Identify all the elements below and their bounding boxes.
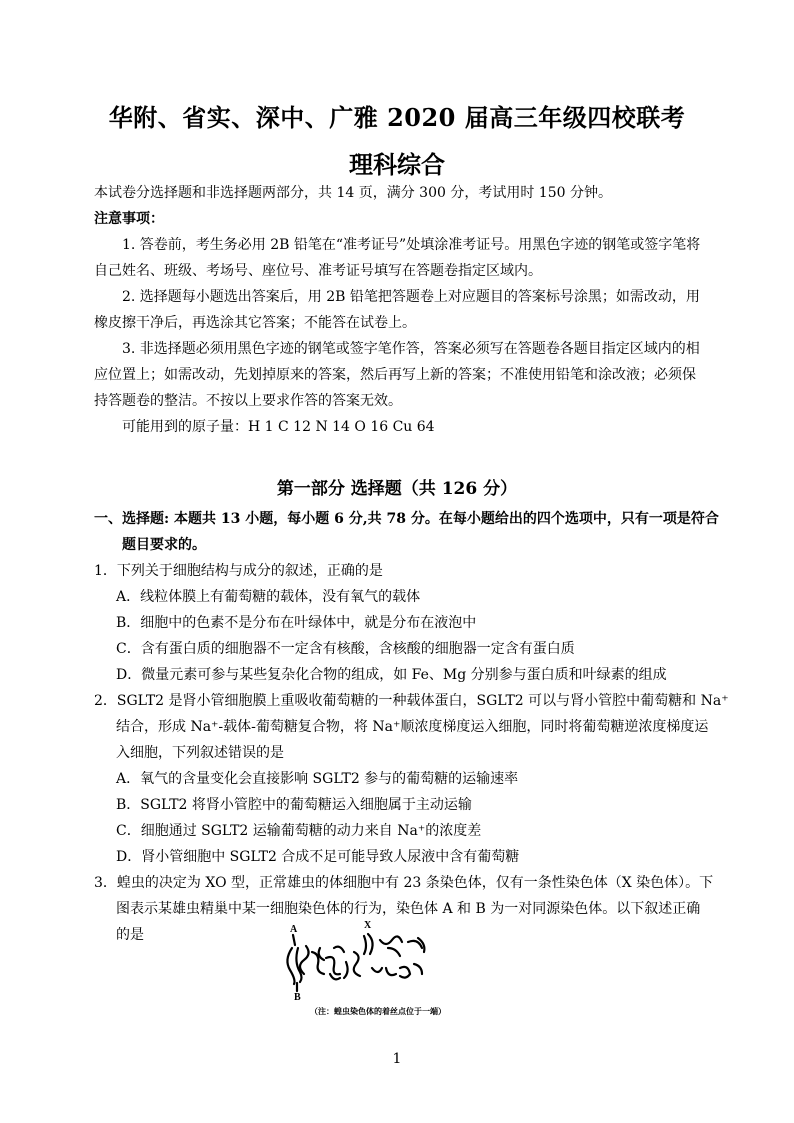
atomic-mass-line: 可能用到的原子量：H 1 C 12 N 14 O 16 Cu 64 — [122, 419, 435, 435]
notice-heading: 注意事项： — [94, 211, 164, 227]
question-1-stem: 1．下列关于细胞结构与成分的叙述，正确的是 — [94, 563, 383, 579]
chromosome-figure — [268, 918, 488, 1018]
notice-line: 1. 答卷前，考生务必用 2B 铅笔在“准考证号”处填涂准考证号。用黑色字迹的钢笔或签字笔将 — [122, 237, 701, 253]
notice-line: 应位置上；如需改动，先划掉原来的答案，然后再写上新的答案；不准使用铅笔和涂改液；必须保 — [94, 367, 696, 383]
notice-line: 持答题卷的整洁。不按以上要求作答的答案无效。 — [94, 393, 402, 409]
page-number: 1 — [392, 1051, 402, 1067]
question-2-stem: 入细胞，下列叙述错误的是 — [116, 745, 284, 761]
part-heading: 第一部分 选择题（共 126 分） — [276, 479, 518, 499]
question-2-option-c: C．细胞通过 SGLT2 运输葡萄糖的动力来自 Na⁺的浓度差 — [116, 823, 482, 839]
notice-line: 自己姓名、班级、考场号、座位号、准考证号填写在答题卷指定区域内。 — [94, 263, 542, 279]
section-instruction-cont: 题目要求的。 — [122, 537, 206, 553]
chromosome-label-a: A — [290, 924, 298, 935]
figure-caption: （注：蝗虫染色体的着丝点位于一端） — [310, 1007, 446, 1016]
notice-line: 2. 选择题每小题选出答案后，用 2B 铅笔把答题卷上对应题目的答案标号涂黑；如需改动，用 — [122, 289, 700, 305]
question-2-stem: 2．SGLT2 是肾小管细胞膜上重吸收葡萄糖的一种载体蛋白，SGLT2 可以与肾小管腔中葡萄糖和 Na⁺ — [94, 693, 729, 709]
question-3-stem: 图表示某雄虫精巢中某一细胞染色体的行为，染色体 A 和 B 为一对同源染色体。以下叙述正确 — [116, 901, 701, 917]
section-instruction: 一、选择题: 本题共 13 小题，每小题 6 分,共 78 分。在每小题给出的四个选项中，只有一项是符合 — [94, 511, 719, 527]
notice-line: 3. 非选择题必须用黑色字迹的钢笔或签字笔作答，答案必须写在答题卷各题目指定区域内的相 — [122, 341, 700, 357]
exam-subtitle: 理科综合 — [349, 150, 445, 179]
question-2-stem: 结合，形成 Na⁺-载体-葡萄糖复合物，将 Na⁺顺浓度梯度运入细胞，同时将葡萄糖逆浓度梯度运 — [116, 719, 709, 735]
chromosome-label-x: X — [364, 920, 372, 931]
chromosome-drawing — [287, 934, 424, 991]
question-1-option-b: B．细胞中的色素不是分布在叶绿体中，就是分布在液泡中 — [116, 615, 477, 631]
question-2-option-a: A．氧气的含量变化会直接影响 SGLT2 参与的葡萄糖的运输速率 — [116, 771, 519, 787]
exam-title: 华附、省实、深中、广雅 2020 届高三年级四校联考 — [108, 103, 686, 132]
question-2-option-b: B．SGLT2 将肾小管腔中的葡萄糖运入细胞属于主动运输 — [116, 797, 472, 813]
question-2-option-d: D．肾小管细胞中 SGLT2 合成不足可能导致人尿液中含有葡萄糖 — [116, 849, 520, 865]
question-3-stem: 3．蝗虫的决定为 XO 型，正常雄虫的体细胞中有 23 条染色体，仅有一条性染色体（X 染色体）。下 — [94, 875, 714, 891]
question-1-option-d: D．微量元素可参与某些复杂化合物的组成，如 Fe、Mg 分别参与蛋白质和叶绿素的组成 — [116, 667, 667, 683]
question-3-stem: 的是 — [116, 927, 144, 943]
question-1-option-c: C．含有蛋白质的细胞器不一定含有核酸，含核酸的细胞器一定含有蛋白质 — [116, 641, 575, 657]
notice-line: 橡皮擦干净后，再选涂其它答案；不能答在试卷上。 — [94, 315, 416, 331]
intro-text: 本试卷分选择题和非选择题两部分，共 14 页，满分 300 分，考试用时 150 分钟。 — [94, 185, 612, 201]
question-1-option-a: A．线粒体膜上有葡萄糖的载体，没有氧气的载体 — [116, 589, 421, 605]
chromosome-label-b: B — [294, 992, 301, 1003]
